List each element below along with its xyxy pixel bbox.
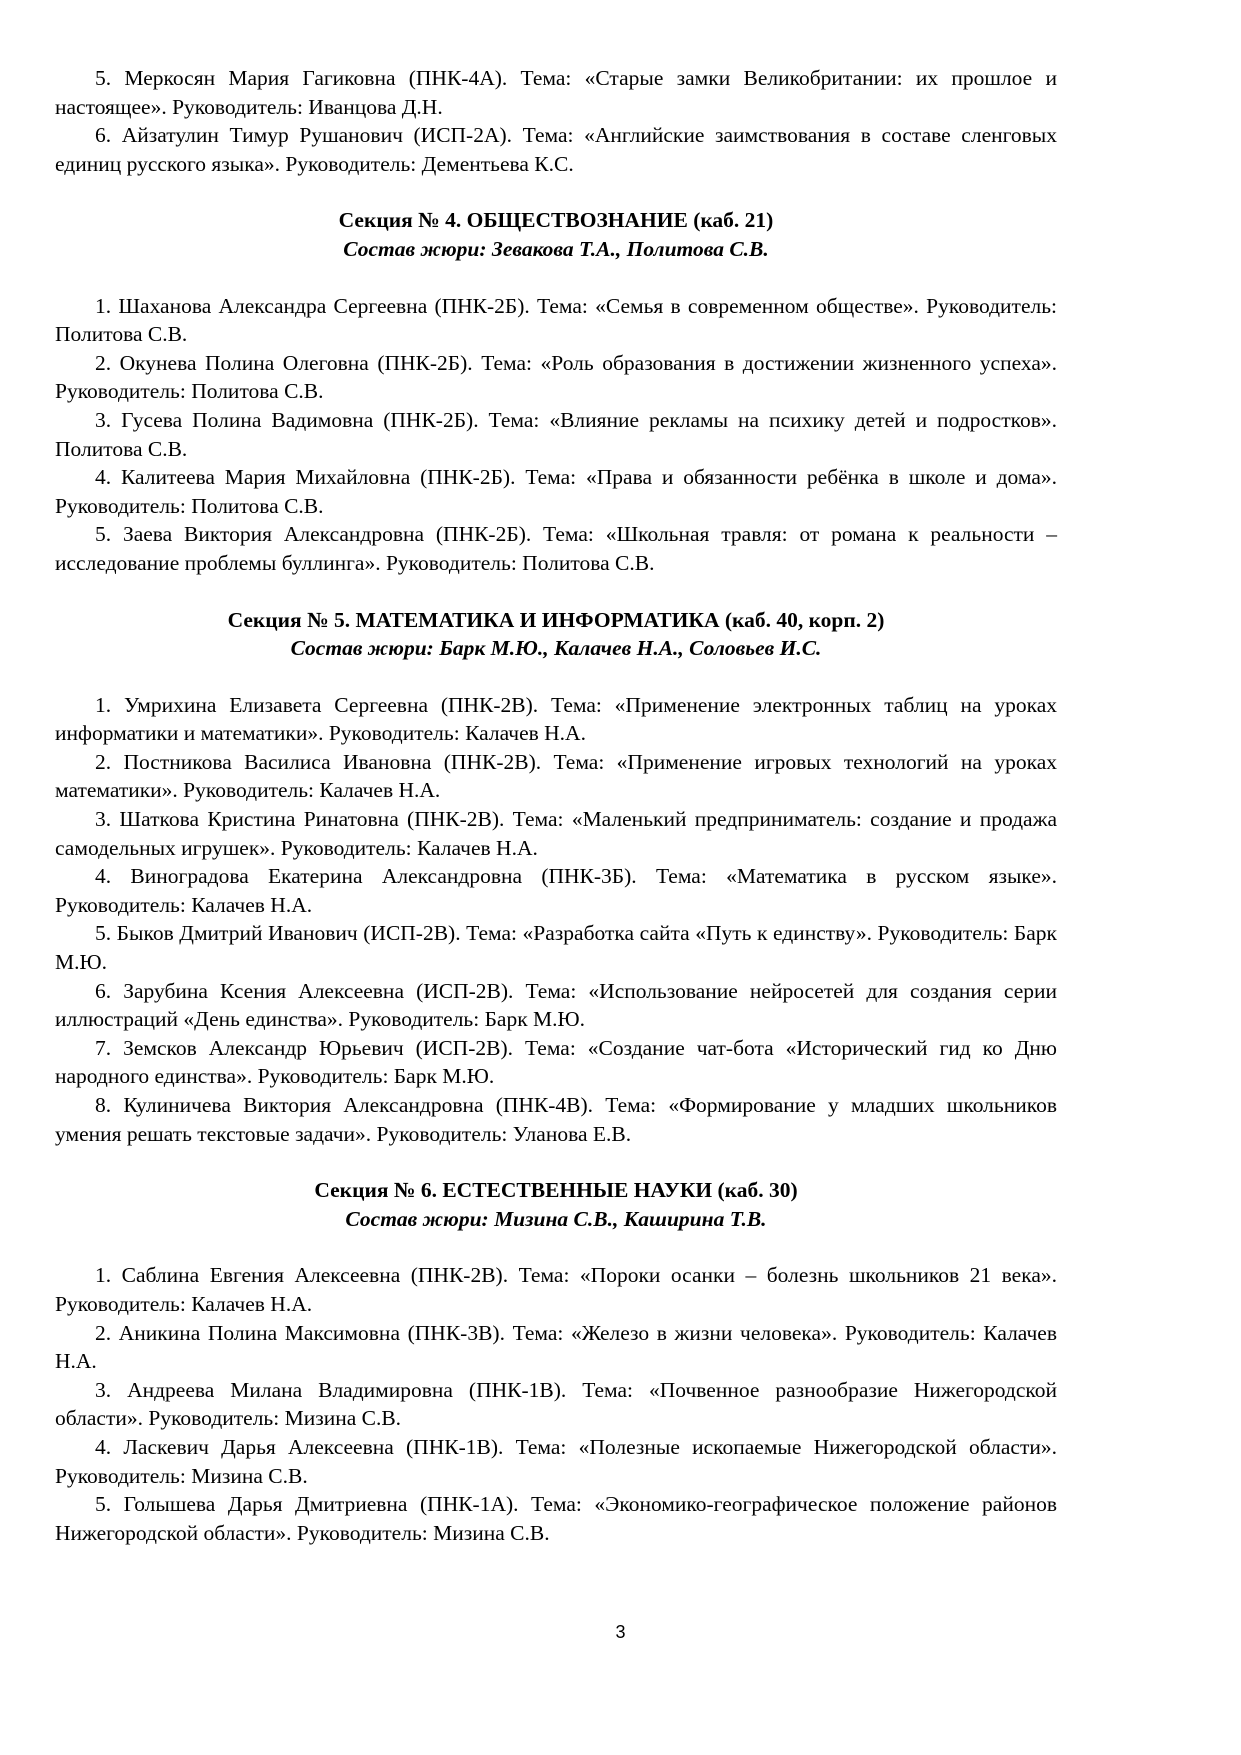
list-item: 3. Андреева Милана Владимировна (ПНК-1В). Тема: «Почвенное разнообразие Нижегородской области». Руководитель: Мизина С.В. bbox=[55, 1377, 1057, 1431]
list-item: 8. Кулиничева Виктория Александровна (ПНК-4В). Тема: «Формирование у младших школьников умения решать текстовые задачи». Руководитель: Уланова Е.В. bbox=[55, 1093, 1057, 1146]
section-list bbox=[55, 292, 1057, 578]
section-5 bbox=[55, 606, 1057, 1149]
section-title: Секция № 6. ЕСТЕСТВЕННЫЕ НАУКИ (каб. 30) bbox=[314, 1178, 798, 1203]
list-item: 1. Шаханова Александра Сергеевна (ПНК-2Б). Тема: «Семья в современном обществе». Руководитель: Политова С.В. bbox=[55, 293, 1057, 347]
list-item: 2. Окунева Полина Олеговна (ПНК-2Б). Тема: «Роль образования в достижении жизненного успеха». Руководитель: Политова С.В. bbox=[55, 350, 1057, 404]
section-title: Секция № 4. ОБЩЕСТВОЗНАНИЕ (каб. 21) bbox=[338, 208, 774, 233]
section-list bbox=[55, 691, 1057, 1149]
list-item: 5. Меркосян Мария Гагиковна (ПНК-4А). Тема: «Старые замки Великобритании: их прошлое и настоящее». Руководитель: Иванцова Д.Н. bbox=[55, 66, 1057, 119]
section-list bbox=[55, 1261, 1057, 1547]
list-item: 1. Саблина Евгения Алексеевна (ПНК-2В). Тема: «Пороки осанки – болезнь школьников 21 века». Руководитель: Калачев Н.А. bbox=[55, 1263, 1057, 1316]
section-jury: Состав жюри: Мизина С.В., Каширина Т.В. bbox=[345, 1206, 767, 1231]
page-number: 3 bbox=[615, 1622, 626, 1642]
document-page bbox=[55, 64, 1057, 1547]
section-title: Секция № 5. МАТЕМАТИКА И ИНФОРМАТИКА (каб. 40, корп. 2) bbox=[227, 607, 885, 632]
section-jury: Состав жюри: Зевакова Т.А., Политова С.В. bbox=[343, 236, 769, 261]
list-item: 5. Голышева Дарья Дмитриевна (ПНК-1А). Тема: «Экономико-географическое положение районов Нижегородской области». Руководитель: Мизина С.В. bbox=[55, 1492, 1057, 1545]
list-item: 4. Калитеева Мария Михайловна (ПНК-2Б). Тема: «Права и обязанности ребёнка в школе и дома». Руководитель: Политова С.В. bbox=[55, 465, 1057, 518]
list-item: 2. Постникова Василиса Ивановна (ПНК-2В). Тема: «Применение игровых технологий на уроках математики». Руководитель: Калачев Н.А. bbox=[55, 749, 1057, 803]
section-6 bbox=[55, 1176, 1057, 1547]
list-item: 4. Виноградова Екатерина Александровна (ПНК-3Б). Тема: «Математика в русском языке». Руководитель: Калачев Н.А. bbox=[55, 864, 1057, 917]
list-item: 2. Аникина Полина Максимовна (ПНК-3В). Тема: «Железо в жизни человека». Руководитель: Калачев Н.А. bbox=[55, 1320, 1057, 1374]
list-item: 5. Заева Виктория Александровна (ПНК-2Б). Тема: «Школьная травля: от романа к реальности – исследование проблемы буллинга». Руководитель: Политова С.В. bbox=[55, 522, 1057, 575]
list-item: 7. Земсков Александр Юрьевич (ИСП-2В). Тема: «Создание чат-бота «Исторический гид ко Дню народного единства». Руководитель: Барк М.Ю. bbox=[55, 1035, 1057, 1089]
section-jury: Состав жюри: Барк М.Ю., Калачев Н.А., Соловьев И.С. bbox=[290, 636, 822, 661]
list-item: 4. Ласкевич Дарья Алексеевна (ПНК-1В). Тема: «Полезные ископаемые Нижегородской области». Руководитель: Мизина С.В. bbox=[55, 1434, 1057, 1488]
list-item: 3. Гусева Полина Вадимовна (ПНК-2Б). Тема: «Влияние рекламы на психику детей и подростков». Политова С.В. bbox=[55, 407, 1057, 461]
list-item: 6. Айзатулин Тимур Рушанович (ИСП-2А). Тема: «Английские заимствования в составе сленговых единиц русского языка». Руководитель: Дементьева К.С. bbox=[55, 123, 1057, 176]
list-item: 5. Быков Дмитрий Иванович (ИСП-2В). Тема: «Разработка сайта «Путь к единству». Руководитель: Барк М.Ю. bbox=[55, 921, 1057, 975]
section-4 bbox=[55, 206, 1057, 577]
list-item: 1. Умрихина Елизавета Сергеевна (ПНК-2В). Тема: «Применение электронных таблиц на уроках информатики и математики». Руководитель: Калачев Н.А. bbox=[55, 692, 1057, 746]
list-item: 6. Зарубина Ксения Алексеевна (ИСП-2В). Тема: «Использование нейросетей для создания серии иллюстраций «День единства». Руководитель: Барк М.Ю. bbox=[55, 978, 1057, 1032]
intro-list bbox=[55, 64, 1057, 178]
list-item: 3. Шаткова Кристина Ринатовна (ПНК-2В). Тема: «Маленький предприниматель: создание и продажа самодельных игрушек». Руководитель: Калачев Н.А. bbox=[55, 807, 1057, 860]
